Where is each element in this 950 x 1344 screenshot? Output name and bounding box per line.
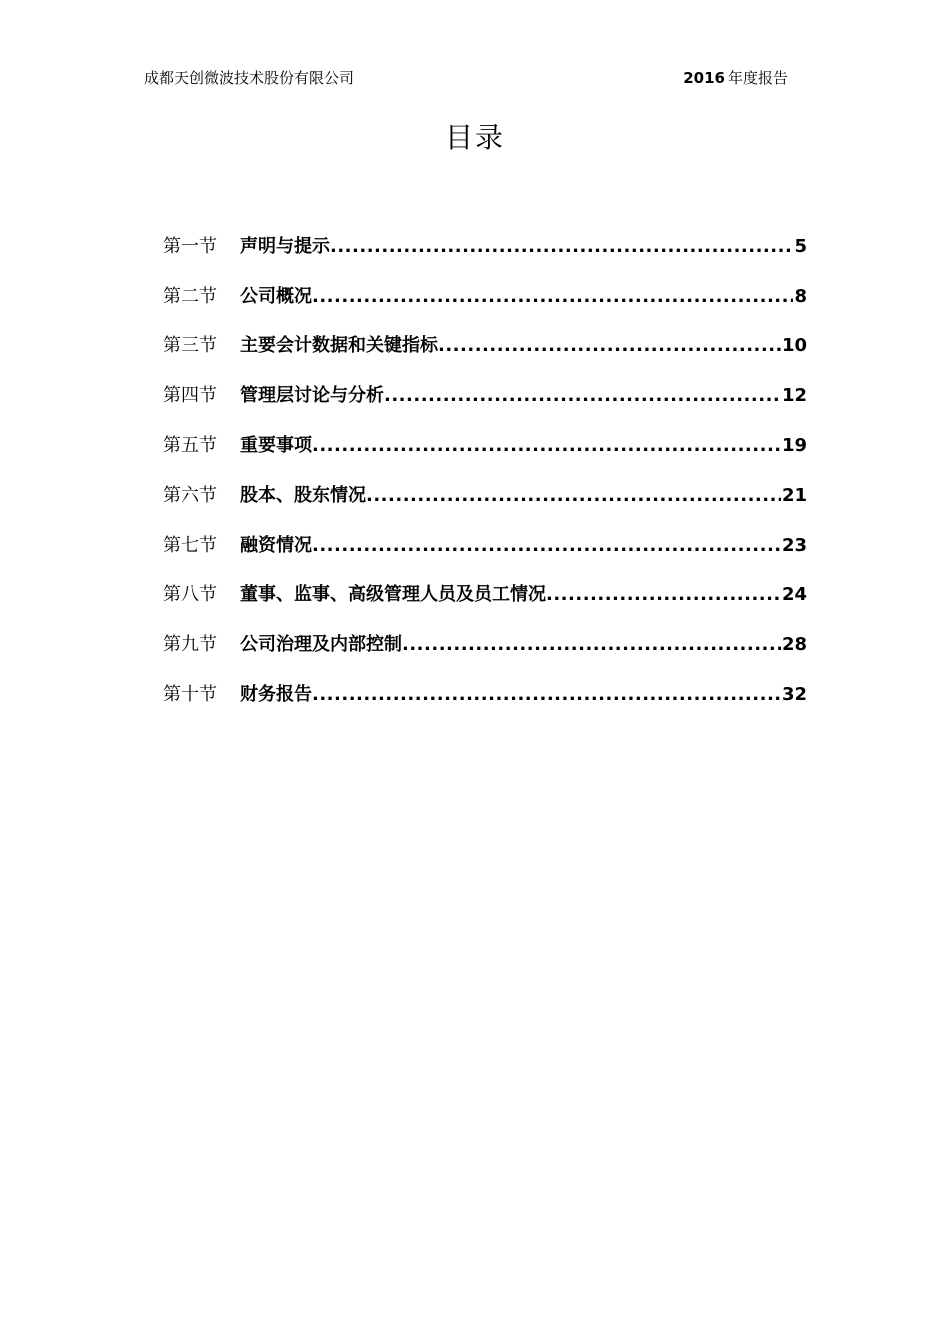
toc-entry[interactable] — [240, 627, 807, 663]
header-company-name: 成都天创微波技术股份有限公司 — [144, 69, 355, 87]
toc-item[interactable] — [163, 222, 807, 272]
header-year: 2016 — [683, 69, 725, 87]
toc-dot-leader — [384, 378, 781, 414]
toc-entry[interactable] — [240, 279, 807, 315]
toc-section-title[interactable]: 管理层讨论与分析 — [240, 385, 384, 407]
toc-dot-leader — [312, 428, 781, 464]
toc-section-number: 第六节 — [163, 484, 217, 506]
page-header — [144, 66, 788, 92]
page-title: 目录 — [444, 121, 505, 154]
toc-section-title[interactable]: 公司概况 — [240, 285, 312, 307]
toc-dot-leader — [312, 677, 781, 713]
toc-entry[interactable] — [240, 577, 807, 613]
toc-section-number: 第二节 — [163, 285, 217, 307]
toc-section-title[interactable]: 公司治理及内部控制 — [240, 634, 402, 656]
toc-dot-leader — [312, 528, 781, 564]
toc-section-number: 第一节 — [163, 235, 217, 257]
toc-entry[interactable] — [240, 478, 807, 514]
toc-section-number: 第十节 — [163, 684, 217, 706]
toc-section-number: 第三节 — [163, 335, 217, 357]
toc-section-number: 第八节 — [163, 584, 217, 606]
toc-entry[interactable] — [240, 677, 807, 713]
toc-entry[interactable] — [240, 528, 807, 564]
toc-item[interactable] — [163, 670, 807, 720]
toc-item[interactable] — [163, 571, 807, 621]
table-of-contents — [163, 222, 807, 720]
toc-section-title[interactable]: 财务报告 — [240, 684, 312, 706]
toc-section-number: 第九节 — [163, 634, 217, 656]
header-report-label: 年度报告 — [727, 69, 788, 87]
toc-section-title[interactable]: 股本、股东情况 — [240, 484, 366, 506]
toc-entry[interactable] — [240, 229, 807, 265]
toc-dot-leader — [546, 577, 781, 613]
toc-section-title[interactable]: 董事、监事、高级管理人员及员工情况 — [240, 584, 546, 606]
toc-dot-leader — [438, 328, 781, 364]
toc-item[interactable] — [163, 371, 807, 421]
toc-page-number[interactable]: 10 — [781, 335, 807, 357]
toc-dot-leader — [312, 279, 793, 315]
toc-entry[interactable] — [240, 378, 807, 414]
toc-page-number[interactable]: 21 — [781, 484, 807, 506]
toc-page-number[interactable]: 24 — [781, 584, 807, 606]
toc-item[interactable] — [163, 620, 807, 670]
toc-section-number: 第七节 — [163, 534, 217, 556]
toc-dot-leader — [330, 229, 793, 265]
toc-page-number[interactable]: 8 — [794, 285, 807, 307]
toc-page-number[interactable]: 19 — [781, 435, 807, 457]
toc-page-number[interactable]: 32 — [781, 684, 807, 706]
toc-section-title[interactable]: 声明与提示 — [240, 235, 330, 257]
toc-section-title[interactable]: 主要会计数据和关键指标 — [240, 335, 438, 357]
toc-page-number[interactable]: 28 — [781, 634, 807, 656]
toc-section-number: 第四节 — [163, 385, 217, 407]
toc-item[interactable] — [163, 521, 807, 571]
toc-page-number[interactable]: 12 — [781, 385, 807, 407]
toc-item[interactable] — [163, 471, 807, 521]
toc-entry[interactable] — [240, 428, 807, 464]
toc-section-title[interactable]: 重要事项 — [240, 435, 312, 457]
toc-dot-leader — [402, 627, 781, 663]
toc-page-number[interactable]: 23 — [781, 534, 807, 556]
header-report-title — [683, 66, 788, 90]
toc-item[interactable] — [163, 322, 807, 372]
toc-entry[interactable] — [240, 328, 807, 364]
toc-item[interactable] — [163, 272, 807, 322]
toc-dot-leader — [366, 478, 781, 514]
toc-section-title[interactable]: 融资情况 — [240, 534, 312, 556]
toc-page-number[interactable]: 5 — [794, 235, 807, 257]
toc-section-number: 第五节 — [163, 435, 217, 457]
toc-item[interactable] — [163, 421, 807, 471]
